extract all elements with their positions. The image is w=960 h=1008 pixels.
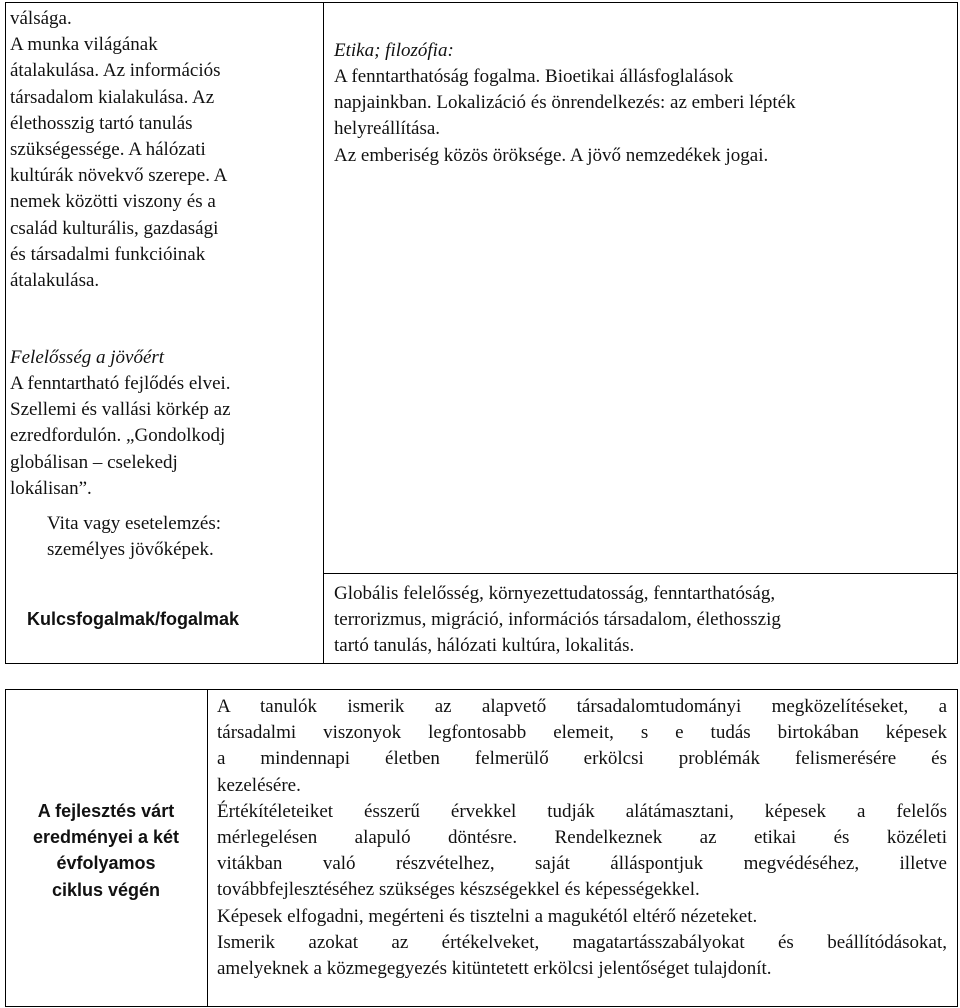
outcome-line: vitákban való részvételhez, saját álláspontjuk megvédéséhez, illetve bbox=[217, 853, 947, 875]
debate-activity-text: Vita vagy esetelemzés: személyes jövőképek. bbox=[47, 513, 222, 561]
outcome-line: Értékítéleteiket ésszerű érvekkel tudják alátámasztani, képesek a felelős bbox=[217, 800, 947, 822]
left-topic-text-2: A fenntartható fejlődés elvei. Szellemi és vallási körkép az ezredfordulón. „Gondolkodj globálisan – cselekedj lokálisan”. bbox=[10, 373, 231, 499]
expected-outcomes-text bbox=[217, 694, 947, 982]
outcome-line: Képesek elfogadni, megérteni és tisztelni a magukétól eltérő nézeteket. bbox=[217, 905, 758, 927]
expected-outcomes-label: A fejlesztés várt eredményei a két évfolyamos ciklus végén bbox=[32, 801, 180, 900]
outcome-line: továbbfejlesztéséhez szükséges készségekkel és képességekkel. bbox=[217, 879, 700, 901]
outcome-line: kezelésére. bbox=[217, 774, 301, 796]
column-divider bbox=[323, 3, 324, 663]
outcome-line: Ismerik azokat az értékelveket, magatartásszabályokat és beállítódásokat, bbox=[217, 931, 947, 953]
outcome-line: mérlegelésen alapuló döntésre. Rendelkeznek az etikai és közéleti bbox=[217, 827, 947, 849]
outcome-line: A tanulók ismerik az alapvető társadalomtudományi megközelítéseket, a bbox=[217, 696, 947, 717]
outcome-line: a mindennapi életben felmerülő erkölcsi problémák felismerésére és bbox=[217, 748, 947, 770]
outcome-line: amelyeknek a közmegegyezés kitüntetett erkölcsi jelentőséget tulajdonít. bbox=[217, 958, 772, 980]
ethics-heading: Etika; filozófia: bbox=[334, 40, 454, 61]
row-divider bbox=[323, 573, 957, 574]
section-subheading: Felelősség a jövőért bbox=[10, 347, 165, 368]
column-divider bbox=[207, 690, 208, 1006]
ethics-topic-text: A fenntarthatóság fogalma. Bioetikai állásfoglalások napjainkban. Lokalizáció és önrendelkezés: az emberi lépték helyreállítása. Az emberiség közös öröksége. A jövő nemzedékek jogai. bbox=[334, 66, 796, 166]
key-concepts-label: Kulcsfogalmak/fogalmak bbox=[27, 609, 240, 629]
outcome-line: társadalmi viszonyok legfontosabb elemeit, s e tudás birtokában képesek bbox=[217, 722, 947, 744]
key-concepts-text: Globális felelősség, környezettudatosság, fenntarthatóság, terrorizmus, migráció, információs társadalom, élethosszig tartó tanulás, hálózati kultúra, lokalitás. bbox=[334, 583, 781, 657]
left-topic-text: válsága. A munka világának átalakulása. Az információs társadalom kialakulása. Az élethosszig tartó tanulás szükségessége. A hálózati kultúrák növekvő szerepe. A nemek közötti viszony és a család kulturális, gazdasági és társadalmi funkcióinak átalakulása. bbox=[10, 8, 228, 292]
